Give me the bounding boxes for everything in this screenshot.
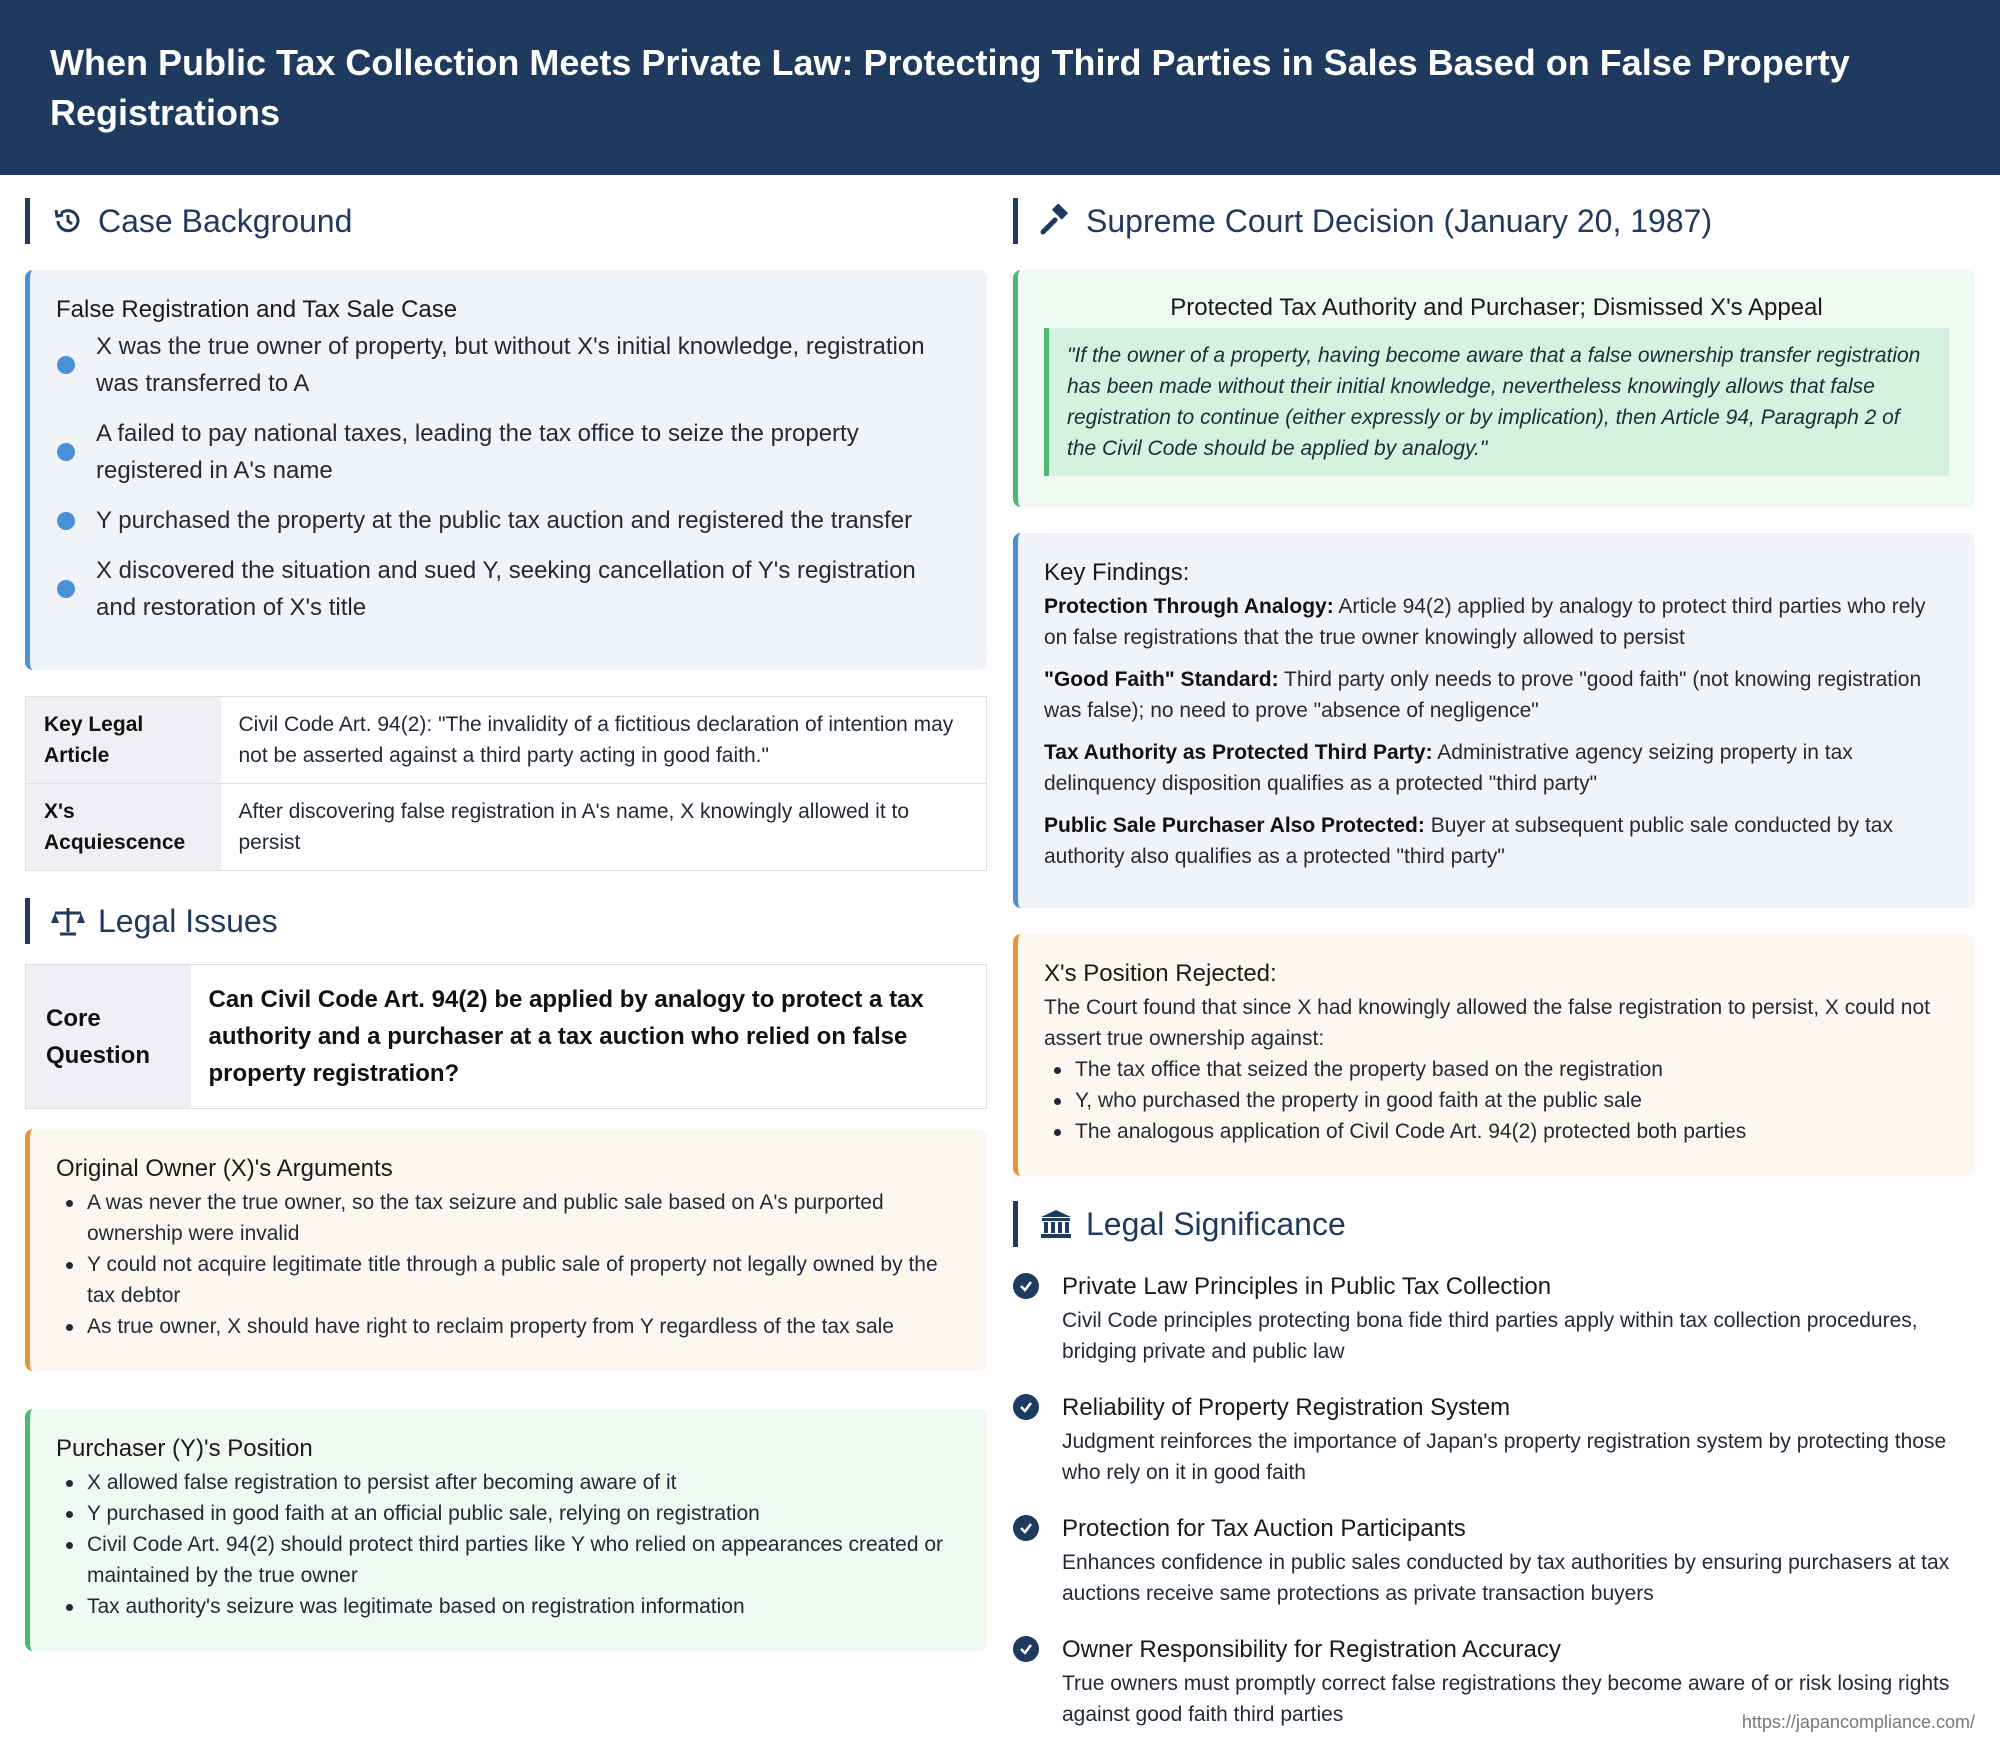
owner-arguments-list — [56, 1187, 961, 1342]
case-card — [25, 270, 987, 670]
purchaser-position-list — [56, 1467, 961, 1622]
check-circle-icon — [1013, 1273, 1039, 1299]
table-row — [26, 965, 987, 1109]
significance-desc: True owners must promptly correct false registrations they become aware of or risk losing rights against good faith third parties — [1062, 1672, 1950, 1726]
left-column — [25, 175, 987, 1651]
list-item: Y purchased the property at the public tax auction and registered the transfer — [56, 502, 961, 539]
significance-title: Private Law Principles in Public Tax Collection — [1062, 1273, 1552, 1300]
table-row — [26, 697, 987, 784]
courthouse-icon — [1038, 1206, 1074, 1242]
position-rejected-card — [1013, 934, 1975, 1176]
table-row — [26, 784, 987, 871]
list-item: Y, who purchased the property in good faith at the public sale — [1044, 1085, 1949, 1116]
list-item: Tax authority's seizure was legitimate based on registration information — [56, 1591, 961, 1622]
section-supreme-court-decision — [1013, 198, 1975, 244]
finding-item — [1044, 591, 1949, 653]
decision-card — [1013, 270, 1975, 507]
position-rejected-intro: The Court found that since X had knowingly allowed the false registration to persist, X could not assert true ownership against: — [1044, 996, 1930, 1050]
case-points — [56, 328, 961, 626]
owner-arguments-title: Original Owner (X)'s Arguments — [56, 1155, 393, 1182]
finding-label: Public Sale Purchaser Also Protected: — [1044, 814, 1425, 837]
significance-desc: Judgment reinforces the importance of Japan's property registration system by protecting those who rely on it in good faith — [1062, 1430, 1947, 1484]
right-column — [1013, 175, 1975, 1753]
table-key: X's Acquiescence — [26, 784, 221, 871]
finding-item — [1044, 664, 1949, 726]
history-icon — [50, 203, 86, 239]
page-header — [0, 0, 2000, 175]
significance-desc: Enhances confidence in public sales conducted by tax authorities by ensuring purchasers at tax auctions receive same protections as private transaction buyers — [1062, 1551, 1950, 1605]
significance-list — [1013, 1269, 1975, 1730]
finding-text: Buyer at subsequent public sale conducted by tax authority also qualifies as a protected "third party" — [1044, 814, 1893, 868]
key-findings-card — [1013, 533, 1975, 908]
list-item — [1013, 1390, 1975, 1488]
table-value: Civil Code Art. 94(2): "The invalidity of a fictitious declaration of intention may not be asserted against a third party acting in good faith." — [221, 697, 987, 784]
table-value: After discovering false registration in A's name, X knowingly allowed it to persist — [221, 784, 987, 871]
page-title: When Public Tax Collection Meets Private Law: Protecting Third Parties in Sales Based on False Property Registrations — [50, 42, 1850, 133]
finding-item — [1044, 737, 1949, 799]
decision-card-title: Protected Tax Authority and Purchaser; Dismissed X's Appeal — [1170, 294, 1823, 321]
core-question-table — [25, 964, 987, 1109]
check-circle-icon — [1013, 1394, 1039, 1420]
finding-label: "Good Faith" Standard: — [1044, 668, 1279, 691]
check-circle-icon — [1013, 1636, 1039, 1662]
section-title-text: Legal Issues — [98, 902, 278, 939]
significance-title: Reliability of Property Registration System — [1062, 1394, 1511, 1421]
finding-text: Administrative agency seizing property in tax delinquency disposition qualifies as a protected "third party" — [1044, 741, 1853, 795]
section-title-text: Case Background — [98, 202, 353, 239]
section-title-text: Legal Significance — [1086, 1205, 1346, 1242]
list-item: A failed to pay national taxes, leading the tax office to seize the property registered in A's name — [56, 415, 961, 489]
table-key: Key Legal Article — [26, 697, 221, 784]
footer-url[interactable]: https://japancompliance.com/ — [1741, 1712, 1975, 1732]
finding-label: Protection Through Analogy: — [1044, 595, 1334, 618]
list-item: X allowed false registration to persist after becoming aware of it — [56, 1467, 961, 1498]
finding-label: Tax Authority as Protected Third Party: — [1044, 741, 1433, 764]
check-circle-icon — [1013, 1515, 1039, 1541]
list-item: A was never the true owner, so the tax seizure and public sale based on A's purported ownership were invalid — [56, 1187, 961, 1249]
list-item: X discovered the situation and sued Y, seeking cancellation of Y's registration and restoration of X's title — [56, 552, 961, 626]
list-item: X was the true owner of property, but without X's initial knowledge, registration was transferred to A — [56, 328, 961, 402]
decision-quote: "If the owner of a property, having become aware that a false ownership transfer registration has been made without their initial knowledge, nevertheless knowingly allows that false registration to continue (either expressly or by implication), then Article 94, Paragraph 2 of the Civil Code should be applied by analogy." — [1044, 328, 1949, 476]
list-item: Y purchased in good faith at an official public sale, relying on registration — [56, 1498, 961, 1529]
section-title-text: Supreme Court Decision (January 20, 1987) — [1086, 202, 1713, 239]
key-findings-title: Key Findings: — [1044, 559, 1190, 586]
finding-item — [1044, 810, 1949, 872]
list-item: The analogous application of Civil Code Art. 94(2) protected both parties — [1044, 1116, 1949, 1147]
scale-icon — [50, 903, 86, 939]
list-item — [1013, 1269, 1975, 1367]
significance-title: Protection for Tax Auction Participants — [1062, 1515, 1466, 1542]
section-legal-issues — [25, 898, 987, 944]
key-article-table — [25, 696, 987, 871]
position-rejected-title: X's Position Rejected: — [1044, 960, 1277, 987]
gavel-icon — [1038, 203, 1074, 239]
finding-text: Third party only needs to prove "good faith" (not knowing registration was false); no need to prove "absence of negligence" — [1044, 668, 1922, 722]
core-question-label: Core Question — [26, 965, 191, 1109]
list-item — [1013, 1511, 1975, 1609]
list-item: Y could not acquire legitimate title through a public sale of property not legally owned by the tax debtor — [56, 1249, 961, 1311]
section-case-background — [25, 198, 987, 244]
list-item: The tax office that seized the property based on the registration — [1044, 1054, 1949, 1085]
significance-title: Owner Responsibility for Registration Accuracy — [1062, 1636, 1561, 1663]
finding-text: Article 94(2) applied by analogy to protect third parties who rely on false registrations that the true owner knowingly allowed to persist — [1044, 595, 1926, 649]
position-rejected-list — [1044, 1054, 1949, 1147]
section-legal-significance — [1013, 1201, 1975, 1247]
purchaser-position-card — [25, 1409, 987, 1651]
significance-desc: Civil Code principles protecting bona fide third parties apply within tax collection procedures, bridging private and public law — [1062, 1309, 1918, 1363]
case-card-title: False Registration and Tax Sale Case — [56, 296, 458, 323]
list-item: Civil Code Art. 94(2) should protect third parties like Y who relied on appearances created or maintained by the true owner — [56, 1529, 961, 1591]
purchaser-position-title: Purchaser (Y)'s Position — [56, 1435, 313, 1462]
owner-arguments-card — [25, 1129, 987, 1371]
core-question-text: Can Civil Code Art. 94(2) be applied by analogy to protect a tax authority and a purchaser at a tax auction who relied on false property registration? — [208, 986, 924, 1087]
list-item: As true owner, X should have right to reclaim property from Y regardless of the tax sale — [56, 1311, 961, 1342]
